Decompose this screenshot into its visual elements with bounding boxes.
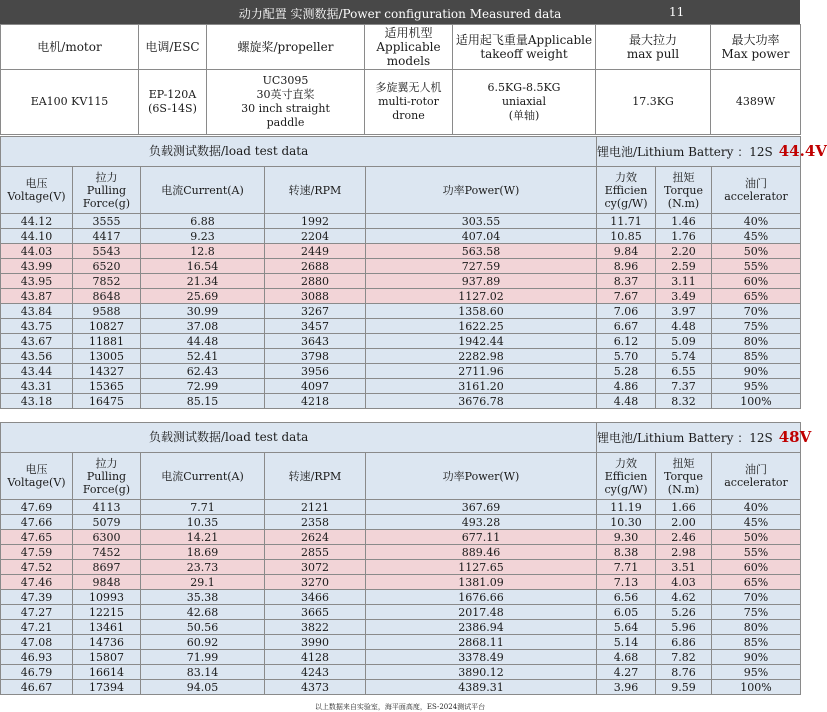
table-cell: 5.09 (656, 334, 712, 349)
table-row (1, 620, 801, 635)
table-cell: 2.00 (656, 515, 712, 530)
table-cell: 2121 (265, 500, 366, 515)
table-cell: 1622.25 (366, 319, 597, 334)
table-cell: 2.20 (656, 244, 712, 259)
table-cell: 47.69 (1, 500, 73, 515)
table-cell: 47.27 (1, 605, 73, 620)
column-header: 力效 Efficien cy(g/W) (597, 167, 656, 214)
test-band-row (1, 423, 801, 453)
table-cell: 6.86 (656, 635, 712, 650)
table-cell: 11881 (73, 334, 141, 349)
table-row (1, 560, 801, 575)
table-cell: 43.56 (1, 349, 73, 364)
table-cell: 43.95 (1, 274, 73, 289)
spec-header-models: 适用机型 Applicable models (365, 25, 453, 70)
table-cell: 4.48 (597, 394, 656, 409)
column-header: 油门 accelerator (712, 453, 801, 500)
table-row (1, 244, 801, 259)
table-cell: 5.64 (597, 620, 656, 635)
table-cell: 1942.44 (366, 334, 597, 349)
column-header: 扭矩 Torque (N.m) (656, 453, 712, 500)
table-cell: 9848 (73, 575, 141, 590)
table-cell: 1381.09 (366, 575, 597, 590)
spec-header-weight: 适用起飞重量Applicable takeoff weight (453, 25, 596, 70)
table-cell: 3270 (265, 575, 366, 590)
test-band-label: 负载测试数据/load test data (1, 423, 597, 453)
table-cell: 4417 (73, 229, 141, 244)
table-cell: 5.28 (597, 364, 656, 379)
table-cell: 4.27 (597, 665, 656, 680)
table-cell: 80% (712, 334, 801, 349)
column-header: 油门 accelerator (712, 167, 801, 214)
table-cell: 4113 (73, 500, 141, 515)
table-cell: 65% (712, 289, 801, 304)
table-row (1, 530, 801, 545)
table-row (1, 289, 801, 304)
table-cell: 1127.65 (366, 560, 597, 575)
table-cell: 3161.20 (366, 379, 597, 394)
spec-header-row (1, 25, 801, 70)
table-cell: 493.28 (366, 515, 597, 530)
table-cell: 55% (712, 545, 801, 560)
table-cell: 13005 (73, 349, 141, 364)
spec-value-esc: EP-120A (6S-14S) (139, 70, 207, 135)
column-header: 功率Power(W) (366, 453, 597, 500)
spec-value-propeller: UC3095 30英寸直桨 30 inch straight paddle (207, 70, 365, 135)
table-cell: 9588 (73, 304, 141, 319)
spec-table (0, 24, 801, 135)
table-cell: 1127.02 (366, 289, 597, 304)
table-cell: 4373 (265, 680, 366, 695)
table-cell: 10.30 (597, 515, 656, 530)
table-cell: 7452 (73, 545, 141, 560)
table-cell: 367.69 (366, 500, 597, 515)
table-cell: 3267 (265, 304, 366, 319)
table-cell: 43.44 (1, 364, 73, 379)
table-cell: 14327 (73, 364, 141, 379)
table-cell: 15365 (73, 379, 141, 394)
table-cell: 60% (712, 274, 801, 289)
table-cell: 2017.48 (366, 605, 597, 620)
sheet-title: 动力配置 实测数据/Power configuration Measured data (238, 7, 562, 21)
table-cell: 47.08 (1, 635, 73, 650)
table-cell: 727.59 (366, 259, 597, 274)
table-cell: 3890.12 (366, 665, 597, 680)
table-cell: 2868.11 (366, 635, 597, 650)
column-header: 电压 Voltage(V) (1, 453, 73, 500)
table-cell: 100% (712, 680, 801, 695)
table-cell: 43.75 (1, 319, 73, 334)
table-cell: 3.96 (597, 680, 656, 695)
table-cell: 1.76 (656, 229, 712, 244)
table-cell: 44.10 (1, 229, 73, 244)
table-cell: 25.69 (141, 289, 265, 304)
table-cell: 3.51 (656, 560, 712, 575)
table-cell: 50% (712, 244, 801, 259)
table-cell: 70% (712, 304, 801, 319)
battery-voltage: 44.4V (778, 141, 827, 160)
battery-label: 锂电池/Lithium Battery ：12S (597, 144, 773, 159)
spec-value-max-pull: 17.3KG (596, 70, 711, 135)
table-cell: 6.12 (597, 334, 656, 349)
test-band-row (1, 137, 801, 167)
table-cell: 50% (712, 530, 801, 545)
test-band-label: 负载测试数据/load test data (1, 137, 597, 167)
table-row (1, 545, 801, 560)
table-row (1, 259, 801, 274)
table-cell: 7852 (73, 274, 141, 289)
table-cell: 35.38 (141, 590, 265, 605)
table-cell: 6.05 (597, 605, 656, 620)
table-cell: 1.46 (656, 214, 712, 229)
table-cell: 3072 (265, 560, 366, 575)
table-cell: 43.99 (1, 259, 73, 274)
spec-header-esc: 电调/ESC (139, 25, 207, 70)
table-cell: 4128 (265, 650, 366, 665)
table-cell: 3665 (265, 605, 366, 620)
table-cell: 43.67 (1, 334, 73, 349)
table-cell: 3.11 (656, 274, 712, 289)
column-header: 扭矩 Torque (N.m) (656, 167, 712, 214)
table-cell: 7.71 (141, 500, 265, 515)
table-cell: 677.11 (366, 530, 597, 545)
table-cell: 71.99 (141, 650, 265, 665)
table-cell: 16.54 (141, 259, 265, 274)
column-header: 功率Power(W) (366, 167, 597, 214)
table-cell: 8.32 (656, 394, 712, 409)
table-cell: 4.03 (656, 575, 712, 590)
table-cell: 6.67 (597, 319, 656, 334)
table-cell: 11.19 (597, 500, 656, 515)
table-cell: 7.82 (656, 650, 712, 665)
table-cell: 7.67 (597, 289, 656, 304)
table-cell: 3378.49 (366, 650, 597, 665)
table-cell: 1992 (265, 214, 366, 229)
section-gap (0, 409, 800, 422)
table-cell: 5.96 (656, 620, 712, 635)
column-header: 拉力 Pulling Force(g) (73, 453, 141, 500)
table-cell: 2.59 (656, 259, 712, 274)
table-cell: 42.68 (141, 605, 265, 620)
table-cell: 5543 (73, 244, 141, 259)
table-cell: 3466 (265, 590, 366, 605)
table-cell: 11.71 (597, 214, 656, 229)
table-cell: 2.98 (656, 545, 712, 560)
table-cell: 2688 (265, 259, 366, 274)
table-cell: 23.73 (141, 560, 265, 575)
table-cell: 52.41 (141, 349, 265, 364)
table-cell: 3457 (265, 319, 366, 334)
table-cell: 47.65 (1, 530, 73, 545)
table-row (1, 364, 801, 379)
table-cell: 8697 (73, 560, 141, 575)
table-cell: 94.05 (141, 680, 265, 695)
spec-value-row (1, 70, 801, 135)
table-row (1, 304, 801, 319)
table-cell: 9.30 (597, 530, 656, 545)
table-cell: 563.58 (366, 244, 597, 259)
column-header: 电流Current(A) (141, 167, 265, 214)
table-cell: 3555 (73, 214, 141, 229)
table-cell: 6.88 (141, 214, 265, 229)
column-header: 拉力 Pulling Force(g) (73, 167, 141, 214)
table-row (1, 605, 801, 620)
table-cell: 7.37 (656, 379, 712, 394)
table-cell: 4.62 (656, 590, 712, 605)
table-cell: 4389.31 (366, 680, 597, 695)
table-cell: 5.26 (656, 605, 712, 620)
table-cell: 72.99 (141, 379, 265, 394)
table-cell: 12215 (73, 605, 141, 620)
table-cell: 2855 (265, 545, 366, 560)
table-cell: 937.89 (366, 274, 597, 289)
table-cell: 1676.66 (366, 590, 597, 605)
table-cell: 47.21 (1, 620, 73, 635)
table-cell: 8.37 (597, 274, 656, 289)
table-cell: 17394 (73, 680, 141, 695)
table-cell: 14.21 (141, 530, 265, 545)
column-header: 电流Current(A) (141, 453, 265, 500)
table-cell: 889.46 (366, 545, 597, 560)
table-cell: 8.76 (656, 665, 712, 680)
table-cell: 3.97 (656, 304, 712, 319)
spec-value-models: 多旋翼无人机 multi-rotor drone (365, 70, 453, 135)
table-cell: 60% (712, 560, 801, 575)
spec-header-motor: 电机/motor (1, 25, 139, 70)
table-cell: 44.03 (1, 244, 73, 259)
table-cell: 100% (712, 394, 801, 409)
table-cell: 46.67 (1, 680, 73, 695)
table-cell: 37.08 (141, 319, 265, 334)
spec-header-propeller: 螺旋桨/propeller (207, 25, 365, 70)
table-cell: 75% (712, 605, 801, 620)
spec-value-weight: 6.5KG-8.5KG uniaxial (单轴) (453, 70, 596, 135)
table-cell: 10993 (73, 590, 141, 605)
spec-header-max-power: 最大功率 Max power (711, 25, 801, 70)
table-cell: 16614 (73, 665, 141, 680)
table-cell: 2624 (265, 530, 366, 545)
table-cell: 65% (712, 575, 801, 590)
table-cell: 7.13 (597, 575, 656, 590)
table-cell: 9.59 (656, 680, 712, 695)
table-cell: 14736 (73, 635, 141, 650)
table-cell: 4.68 (597, 650, 656, 665)
table-row (1, 590, 801, 605)
column-header-row (1, 167, 801, 214)
table-cell: 12.8 (141, 244, 265, 259)
table-cell: 5.70 (597, 349, 656, 364)
table-cell: 3956 (265, 364, 366, 379)
table-row (1, 515, 801, 530)
table-cell: 5.74 (656, 349, 712, 364)
column-header: 转速/RPM (265, 167, 366, 214)
table-cell: 2880 (265, 274, 366, 289)
table-cell: 44.12 (1, 214, 73, 229)
title-bar (0, 0, 800, 24)
column-header-row (1, 453, 801, 500)
table-row (1, 500, 801, 515)
table-cell: 47.52 (1, 560, 73, 575)
table-cell: 29.1 (141, 575, 265, 590)
table-cell: 62.43 (141, 364, 265, 379)
table-cell: 2358 (265, 515, 366, 530)
table-row (1, 334, 801, 349)
table-row (1, 274, 801, 289)
table-cell: 83.14 (141, 665, 265, 680)
table-cell: 4218 (265, 394, 366, 409)
table-row (1, 214, 801, 229)
table-cell: 10.85 (597, 229, 656, 244)
table-cell: 3990 (265, 635, 366, 650)
table-cell: 4.86 (597, 379, 656, 394)
table-cell: 6.56 (597, 590, 656, 605)
table-cell: 2711.96 (366, 364, 597, 379)
load-test-table-48v (0, 422, 812, 695)
battery-label: 锂电池/Lithium Battery ：12S (597, 430, 773, 445)
table-cell: 30.99 (141, 304, 265, 319)
table-cell: 43.31 (1, 379, 73, 394)
table-cell: 55% (712, 259, 801, 274)
table-cell: 95% (712, 665, 801, 680)
table-cell: 8.96 (597, 259, 656, 274)
battery-cell (597, 137, 827, 167)
table-cell: 13461 (73, 620, 141, 635)
table-cell: 6.55 (656, 364, 712, 379)
table-cell: 7.06 (597, 304, 656, 319)
table-cell: 3.49 (656, 289, 712, 304)
table-cell: 3676.78 (366, 394, 597, 409)
table-cell: 1358.60 (366, 304, 597, 319)
table-cell: 43.18 (1, 394, 73, 409)
table-cell: 2.46 (656, 530, 712, 545)
page-number: 11 (669, 5, 685, 19)
table-row (1, 680, 801, 695)
table-cell: 80% (712, 620, 801, 635)
table-cell: 4243 (265, 665, 366, 680)
table-cell: 18.69 (141, 545, 265, 560)
table-row (1, 379, 801, 394)
table-cell: 10.35 (141, 515, 265, 530)
table-cell: 85.15 (141, 394, 265, 409)
table-cell: 7.71 (597, 560, 656, 575)
column-header: 转速/RPM (265, 453, 366, 500)
table-cell: 43.87 (1, 289, 73, 304)
table-cell: 6300 (73, 530, 141, 545)
table-cell: 3643 (265, 334, 366, 349)
table-row (1, 229, 801, 244)
table-cell: 21.34 (141, 274, 265, 289)
table-row (1, 650, 801, 665)
table-cell: 3798 (265, 349, 366, 364)
table-cell: 4097 (265, 379, 366, 394)
table-cell: 43.84 (1, 304, 73, 319)
table-cell: 47.46 (1, 575, 73, 590)
battery-cell (597, 423, 812, 453)
table-cell: 2204 (265, 229, 366, 244)
load-test-table-44v (0, 136, 827, 409)
table-cell: 44.48 (141, 334, 265, 349)
table-cell: 2282.98 (366, 349, 597, 364)
table-cell: 90% (712, 650, 801, 665)
table-cell: 95% (712, 379, 801, 394)
table-cell: 46.79 (1, 665, 73, 680)
table-row (1, 319, 801, 334)
table-cell: 40% (712, 214, 801, 229)
table-cell: 60.92 (141, 635, 265, 650)
spec-header-max-pull: 最大拉力 max pull (596, 25, 711, 70)
table-cell: 2386.94 (366, 620, 597, 635)
table-cell: 16475 (73, 394, 141, 409)
table-cell: 50.56 (141, 620, 265, 635)
table-cell: 8.38 (597, 545, 656, 560)
battery-voltage: 48V (778, 427, 812, 446)
table-cell: 4.48 (656, 319, 712, 334)
table-cell: 6520 (73, 259, 141, 274)
table-cell: 47.39 (1, 590, 73, 605)
table-cell: 45% (712, 229, 801, 244)
table-cell: 3088 (265, 289, 366, 304)
table-cell: 90% (712, 364, 801, 379)
table-cell: 9.84 (597, 244, 656, 259)
table-cell: 9.23 (141, 229, 265, 244)
footer-note: 以上数据来自实验室，海平面高度，ES-2024测试平台 (0, 702, 800, 712)
table-cell: 3822 (265, 620, 366, 635)
table-cell: 47.59 (1, 545, 73, 560)
table-cell: 10827 (73, 319, 141, 334)
spec-value-max-power: 4389W (711, 70, 801, 135)
column-header: 力效 Efficien cy(g/W) (597, 453, 656, 500)
table-cell: 70% (712, 590, 801, 605)
table-cell: 407.04 (366, 229, 597, 244)
spec-value-motor: EA100 KV115 (1, 70, 139, 135)
table-row (1, 349, 801, 364)
table-cell: 75% (712, 319, 801, 334)
table-cell: 85% (712, 349, 801, 364)
table-cell: 5.14 (597, 635, 656, 650)
table-row (1, 394, 801, 409)
table-cell: 303.55 (366, 214, 597, 229)
table-cell: 8648 (73, 289, 141, 304)
table-cell: 40% (712, 500, 801, 515)
table-row (1, 635, 801, 650)
table-cell: 2449 (265, 244, 366, 259)
table-cell: 85% (712, 635, 801, 650)
table-row (1, 665, 801, 680)
column-header: 电压 Voltage(V) (1, 167, 73, 214)
table-cell: 45% (712, 515, 801, 530)
table-cell: 15807 (73, 650, 141, 665)
table-cell: 47.66 (1, 515, 73, 530)
table-cell: 46.93 (1, 650, 73, 665)
table-cell: 1.66 (656, 500, 712, 515)
table-row (1, 575, 801, 590)
table-cell: 5079 (73, 515, 141, 530)
